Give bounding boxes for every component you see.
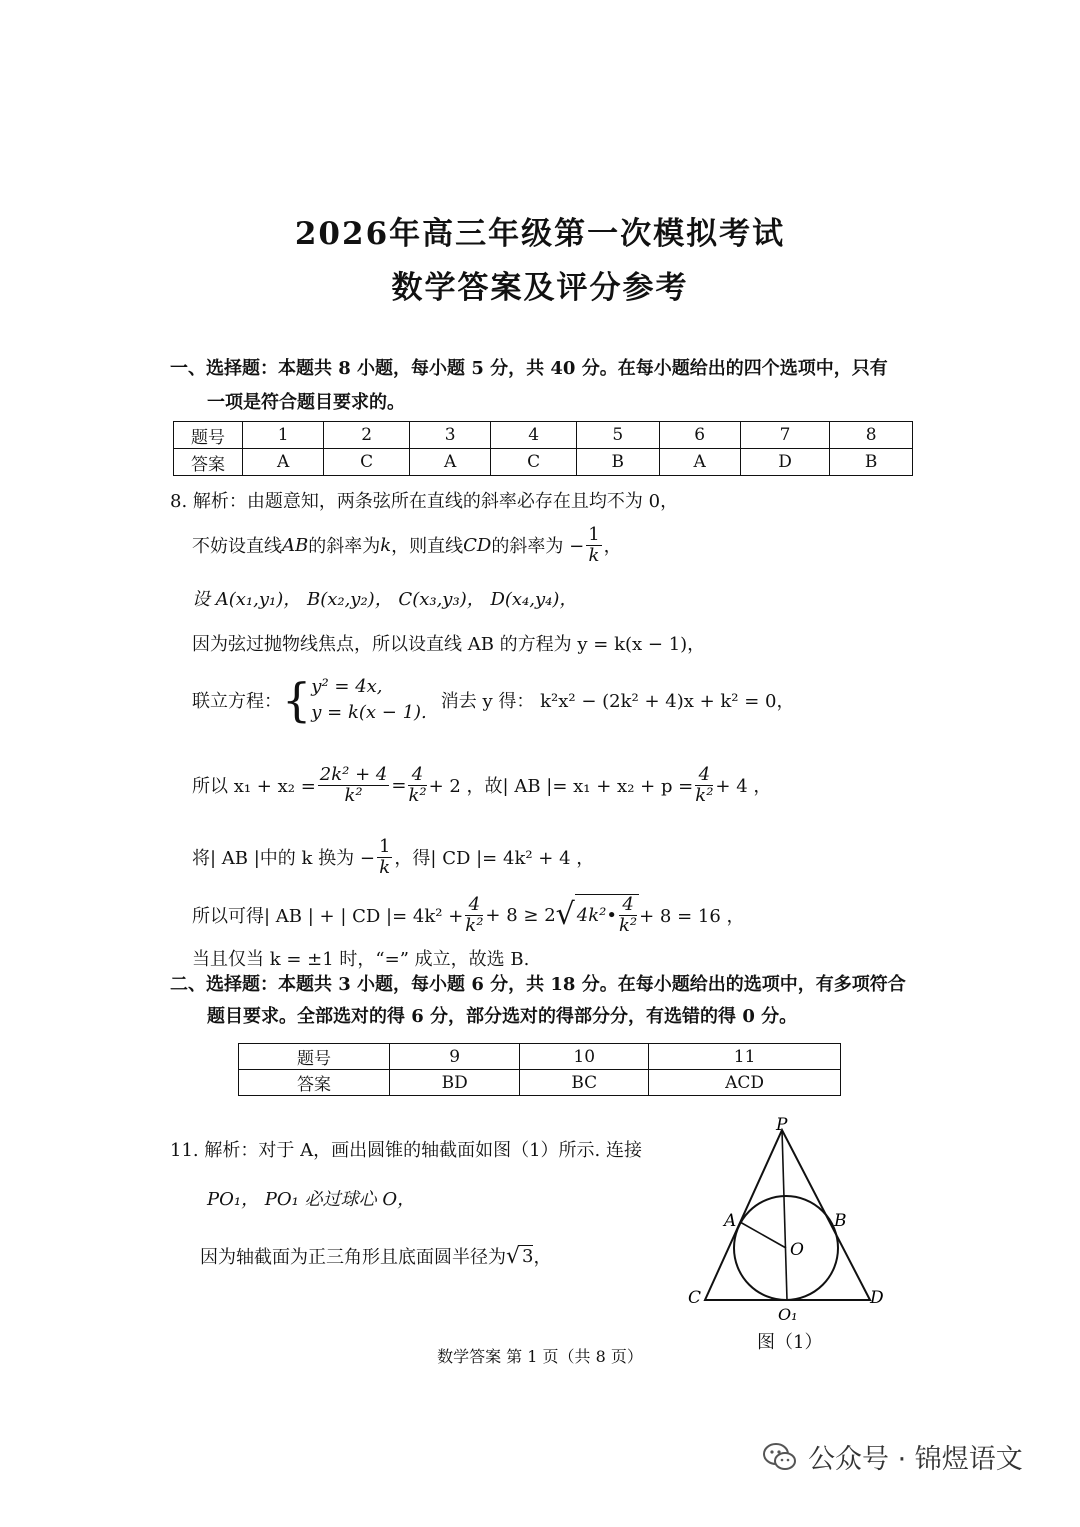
cone-cross-section-figure (680, 1110, 900, 1330)
answer-table-2 (238, 1043, 841, 1096)
q8-line-8 (192, 890, 745, 940)
numerator: 4 (465, 895, 483, 916)
numerator: 1 (378, 835, 391, 857)
q8-line-9: 当且仅当 k = ±1 时，“=” 成立，故选 B. (192, 949, 530, 970)
text: 联立方程： (192, 691, 282, 712)
q8-line-2 (192, 520, 622, 570)
fraction (408, 765, 426, 806)
numerator: 4 (695, 765, 713, 786)
label-b: B (834, 1211, 847, 1231)
text: k (380, 534, 392, 556)
a-cell: A (243, 449, 324, 476)
title-line-2: 数学答案及评分参考 (391, 270, 689, 306)
text: 不妨设直线 (192, 536, 282, 557)
a-cell: A (409, 449, 490, 476)
text: + 2 ，故| AB |= x₁ + x₂ + p = (428, 776, 694, 797)
label-p: P (776, 1115, 788, 1135)
label-c: C (688, 1288, 702, 1308)
section1-intro-2: 一项是符合题目要求的。 (207, 392, 405, 413)
q11-line-1: 11. 解析：对于 A，画出圆锥的轴截面如图（1）所示. 连接 (170, 1140, 642, 1161)
label-o1: O₁ (778, 1305, 798, 1324)
text: 消去 y 得： k²x² − (2k² + 4)x + k² = 0， (440, 691, 795, 712)
text: + 8 = 16 ， (639, 906, 745, 927)
fraction (695, 765, 713, 806)
page-footer: 数学答案 第 1 页（共 8 页） (437, 1347, 643, 1366)
row-label-a: 答案 (239, 1070, 390, 1096)
a-cell: C (491, 449, 577, 476)
text: ， (533, 1247, 552, 1268)
q8-line-6 (192, 760, 771, 810)
q11-line-3 (200, 1243, 551, 1269)
row-label-q: 题号 (174, 422, 243, 449)
text: 的斜率为 (308, 536, 381, 557)
fraction (619, 895, 637, 936)
equation: y = k(x − 1). (311, 702, 427, 723)
a-cell: B (576, 449, 659, 476)
text: 4k²• (576, 905, 617, 926)
text: CD (463, 534, 492, 556)
label-o: O (790, 1240, 804, 1260)
label-a: A (724, 1211, 737, 1231)
answer-table-1 (173, 421, 913, 476)
numerator: 2k² + 4 (319, 763, 388, 785)
watermark (762, 1437, 1023, 1476)
text: 的斜率为 − (491, 536, 585, 557)
section2-intro-2: 题目要求。全部选对的得 6 分，部分选对的得部分分，有选错的得 0 分。 (207, 1006, 798, 1027)
text: 将| AB |中的 k 换为 − (192, 848, 375, 869)
a-cell: B (830, 449, 913, 476)
q-cell: 4 (491, 422, 577, 449)
q8-line-1: 8. 解析：由题意知，两条弦所在直线的斜率必存在且均不为 0， (170, 491, 679, 512)
wechat-icon (762, 1441, 798, 1473)
segment-po1 (782, 1130, 787, 1300)
a-cell: D (740, 449, 830, 476)
numerator: 4 (619, 895, 637, 916)
q-cell: 7 (740, 422, 830, 449)
a-cell: BC (520, 1070, 649, 1096)
denominator: k² (344, 784, 363, 806)
text: 所以可得| AB | + | CD |= 4k² + (192, 906, 464, 927)
q-cell: 5 (576, 422, 659, 449)
text: ，则直线 (391, 536, 464, 557)
table-row-questions (239, 1044, 841, 1070)
title-line-1: 2026年高三年级第一次模拟考试 (294, 216, 786, 252)
q8-line-5 (192, 672, 795, 728)
denominator: k² (618, 915, 638, 936)
denominator: k² (465, 914, 484, 936)
table-row-questions (174, 422, 913, 449)
a-cell: ACD (649, 1070, 841, 1096)
q-cell: 9 (390, 1044, 520, 1070)
section2-intro-1: 二、选择题：本题共 3 小题，每小题 6 分，共 18 分。在每小题给出的选项中，有多项符合 (170, 974, 906, 995)
radicand: 3 (522, 1246, 534, 1267)
a-cell: A (659, 449, 740, 476)
q8-line-3: 设 A(x₁,y₁)， B(x₂,y₂)， C(x₃,y₃)， D(x₄,y₄)， (192, 589, 578, 610)
row-label-a: 答案 (174, 449, 243, 476)
text: 所以 x₁ + x₂ = (192, 776, 316, 797)
a-cell: BD (390, 1070, 520, 1096)
figure-caption: 图（1） (757, 1332, 823, 1353)
radical-sign: √ (506, 1243, 521, 1269)
q8-line-4: 因为弦过抛物线焦点，所以设直线 AB 的方程为 y = k(x − 1)， (192, 634, 706, 655)
segment-oa (740, 1222, 786, 1248)
q-cell: 6 (659, 422, 740, 449)
section1-intro-1: 一、选择题：本题共 8 小题，每小题 5 分，共 40 分。在每小题给出的四个选项中，只有 (170, 358, 888, 379)
watermark-text: 公众号 · 锦煜语文 (808, 1444, 1023, 1475)
q11-line-2: PO₁， PO₁ 必过球心 O， (207, 1189, 416, 1210)
text: ，得| CD |= 4k² + 4 ， (394, 848, 595, 869)
numerator: 4 (408, 765, 426, 786)
text: 因为轴截面为正三角形且底面圆半径为 (200, 1247, 506, 1268)
a-cell: C (324, 449, 410, 476)
equation: y² = 4x, (311, 676, 383, 697)
q-cell: 3 (409, 422, 490, 449)
fraction-1-over-k (377, 837, 392, 878)
row-label-q: 题号 (239, 1044, 390, 1070)
denominator: k² (695, 784, 714, 806)
brace-symbol: { (282, 673, 312, 727)
label-d: D (870, 1288, 884, 1308)
text: + 8 ≥ 2 (485, 904, 556, 926)
table-row-answers (239, 1070, 841, 1096)
radicand (575, 894, 639, 936)
denominator: k (588, 544, 600, 566)
radical-sign: √ (555, 897, 575, 932)
text: + 4 ， (715, 776, 772, 797)
denominator: k² (408, 784, 427, 806)
q-cell: 8 (830, 422, 913, 449)
text: AB (282, 534, 309, 556)
q-cell: 2 (324, 422, 410, 449)
fraction-1-over-k (586, 525, 601, 566)
text: ， (603, 536, 622, 557)
q8-line-7 (192, 832, 594, 882)
fraction (465, 895, 483, 936)
q-cell: 11 (649, 1044, 841, 1070)
text: = (391, 774, 407, 796)
numerator: 1 (588, 523, 600, 545)
denominator: k (379, 856, 391, 878)
fraction (318, 765, 390, 806)
table-row-answers (174, 449, 913, 476)
q-cell: 1 (243, 422, 324, 449)
equation-system (311, 674, 427, 726)
q-cell: 10 (520, 1044, 649, 1070)
